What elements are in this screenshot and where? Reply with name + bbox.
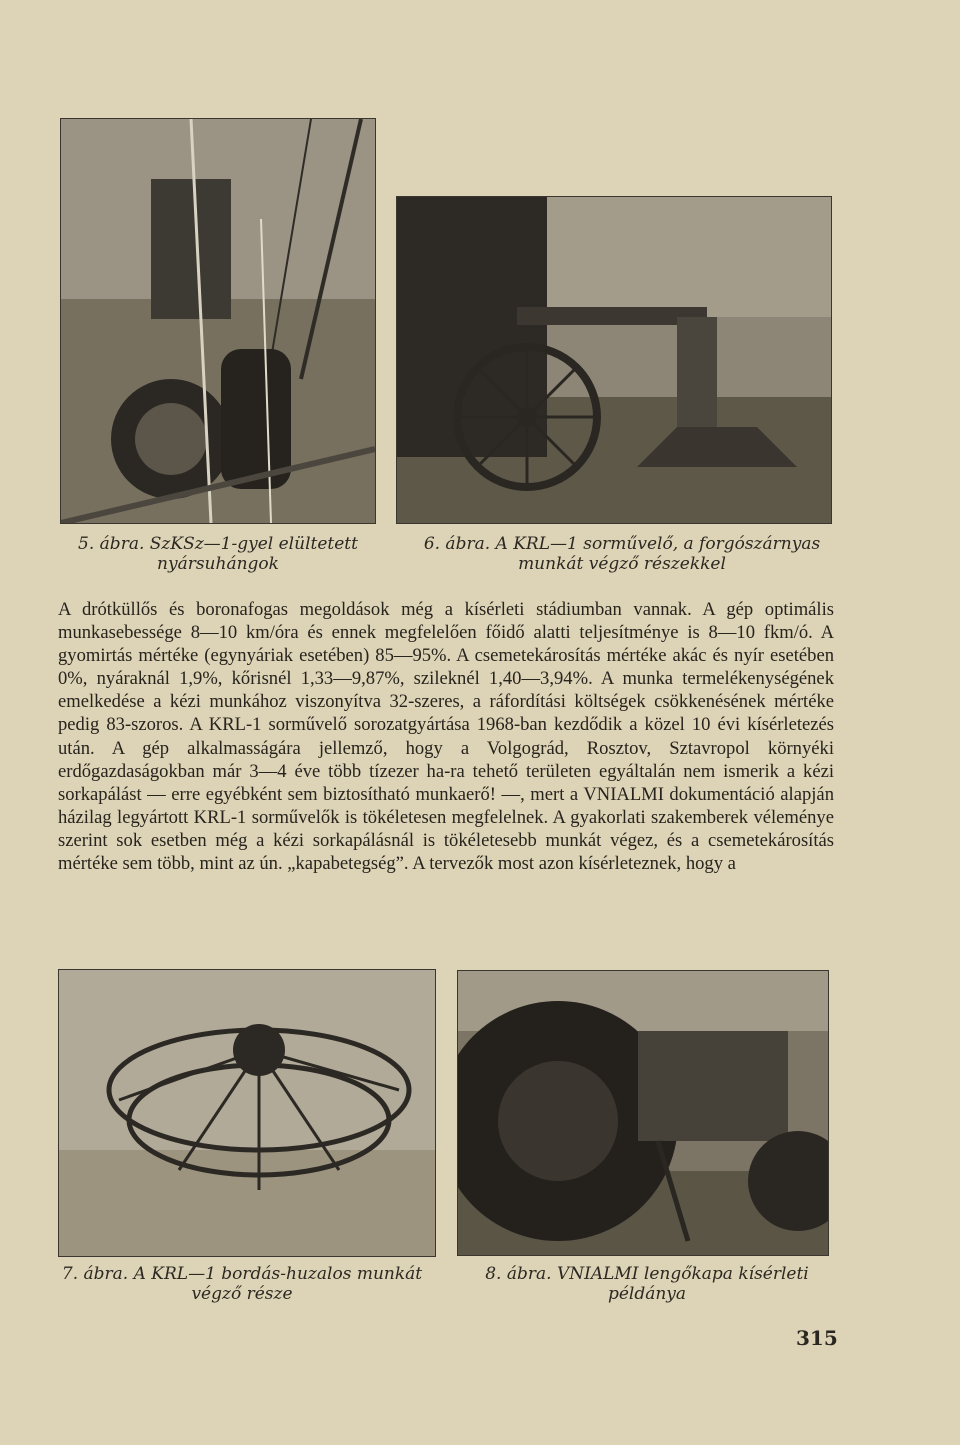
machine-rotary-wings-photo-icon [397,197,831,523]
figure-5-photo [60,118,376,524]
figure-number: 8. ábra. [485,1264,552,1284]
page-number: 315 [796,1326,838,1350]
figure-number: 5. ábra. [78,534,145,554]
figure-number: 7. ábra. [61,1264,129,1284]
figure-5-caption [62,534,374,574]
body-text: A drótküllős és boronafogas megoldások még a kísérleti stádiumban vannak. A gép optimális munkasebessége 8—10 km/óra és ennek megfelelően főidő alatti teljesítménye is 8—10 fkm/ó. A gyomirtás mértéke (egynyáriak esetében) 85—95%. A csemetekárosítás mértéke akác és nyír esetében 0%, nyáraknál 1,9%, kőrisnél 1,33—9,87%, szileknél 1,40—3,94%. A munka termelékenységének emelkedése a kézi munkához viszonyítva 32-szeres, a ráfordítási költségek csökkenésének mértéke pedig 83-szoros. A KRL-1 sorművelő sorozatgyártása 1968-ban kezdődik a közel 10 évi kísérletezés után. A gép alkalmasságára jellemző, hogy a Volgográd, Rosztov, Sztavropol környéki erdőgazdaságokban már 3—4 éve több tízezer ha-ra tehető területen egyáltalán nem ismerik a kézi sorkapálást — erre egyébként sem biztosítható munkaerő! —, mert a VNIALMI dokumentáció alapján házilag legyártott KRL-1 sorművelők is tökéletesen megfelelnek. A gyakorlati szakemberek véleménye szerint sok esetben még a kézi sorkapálásnál is tökéletesebb munkát végez, és a csemetekárosítás mértéke sem több, mint az ún. „kapabetegség”. A tervezők most azon kísérleteznek, hogy a [58,599,834,875]
figure-6-caption [402,534,842,574]
figure-8-caption [462,1264,832,1304]
figure-title: VNIALMI lengőkapa kísérleti példánya [556,1264,809,1304]
figure-8-photo [457,970,829,1256]
figure-title: A KRL—1 sorművelő, a forgószárnyas munkát végző részekkel [495,534,821,574]
tractor-planting-photo-icon [61,119,375,523]
figure-number: 6. ábra. [423,534,491,554]
figure-6-photo [396,196,832,524]
figure-7-caption [52,1264,432,1304]
body-paragraph [58,598,834,875]
figure-7-photo [58,969,436,1257]
tractor-hoe-photo-icon [458,971,828,1255]
figure-title: SzKSz—1-gyel elültetett nyársuhángok [149,534,358,574]
figure-title: A KRL—1 bordás-huzalos munkát végző része [133,1264,423,1304]
wire-wheel-photo-icon [59,970,435,1256]
